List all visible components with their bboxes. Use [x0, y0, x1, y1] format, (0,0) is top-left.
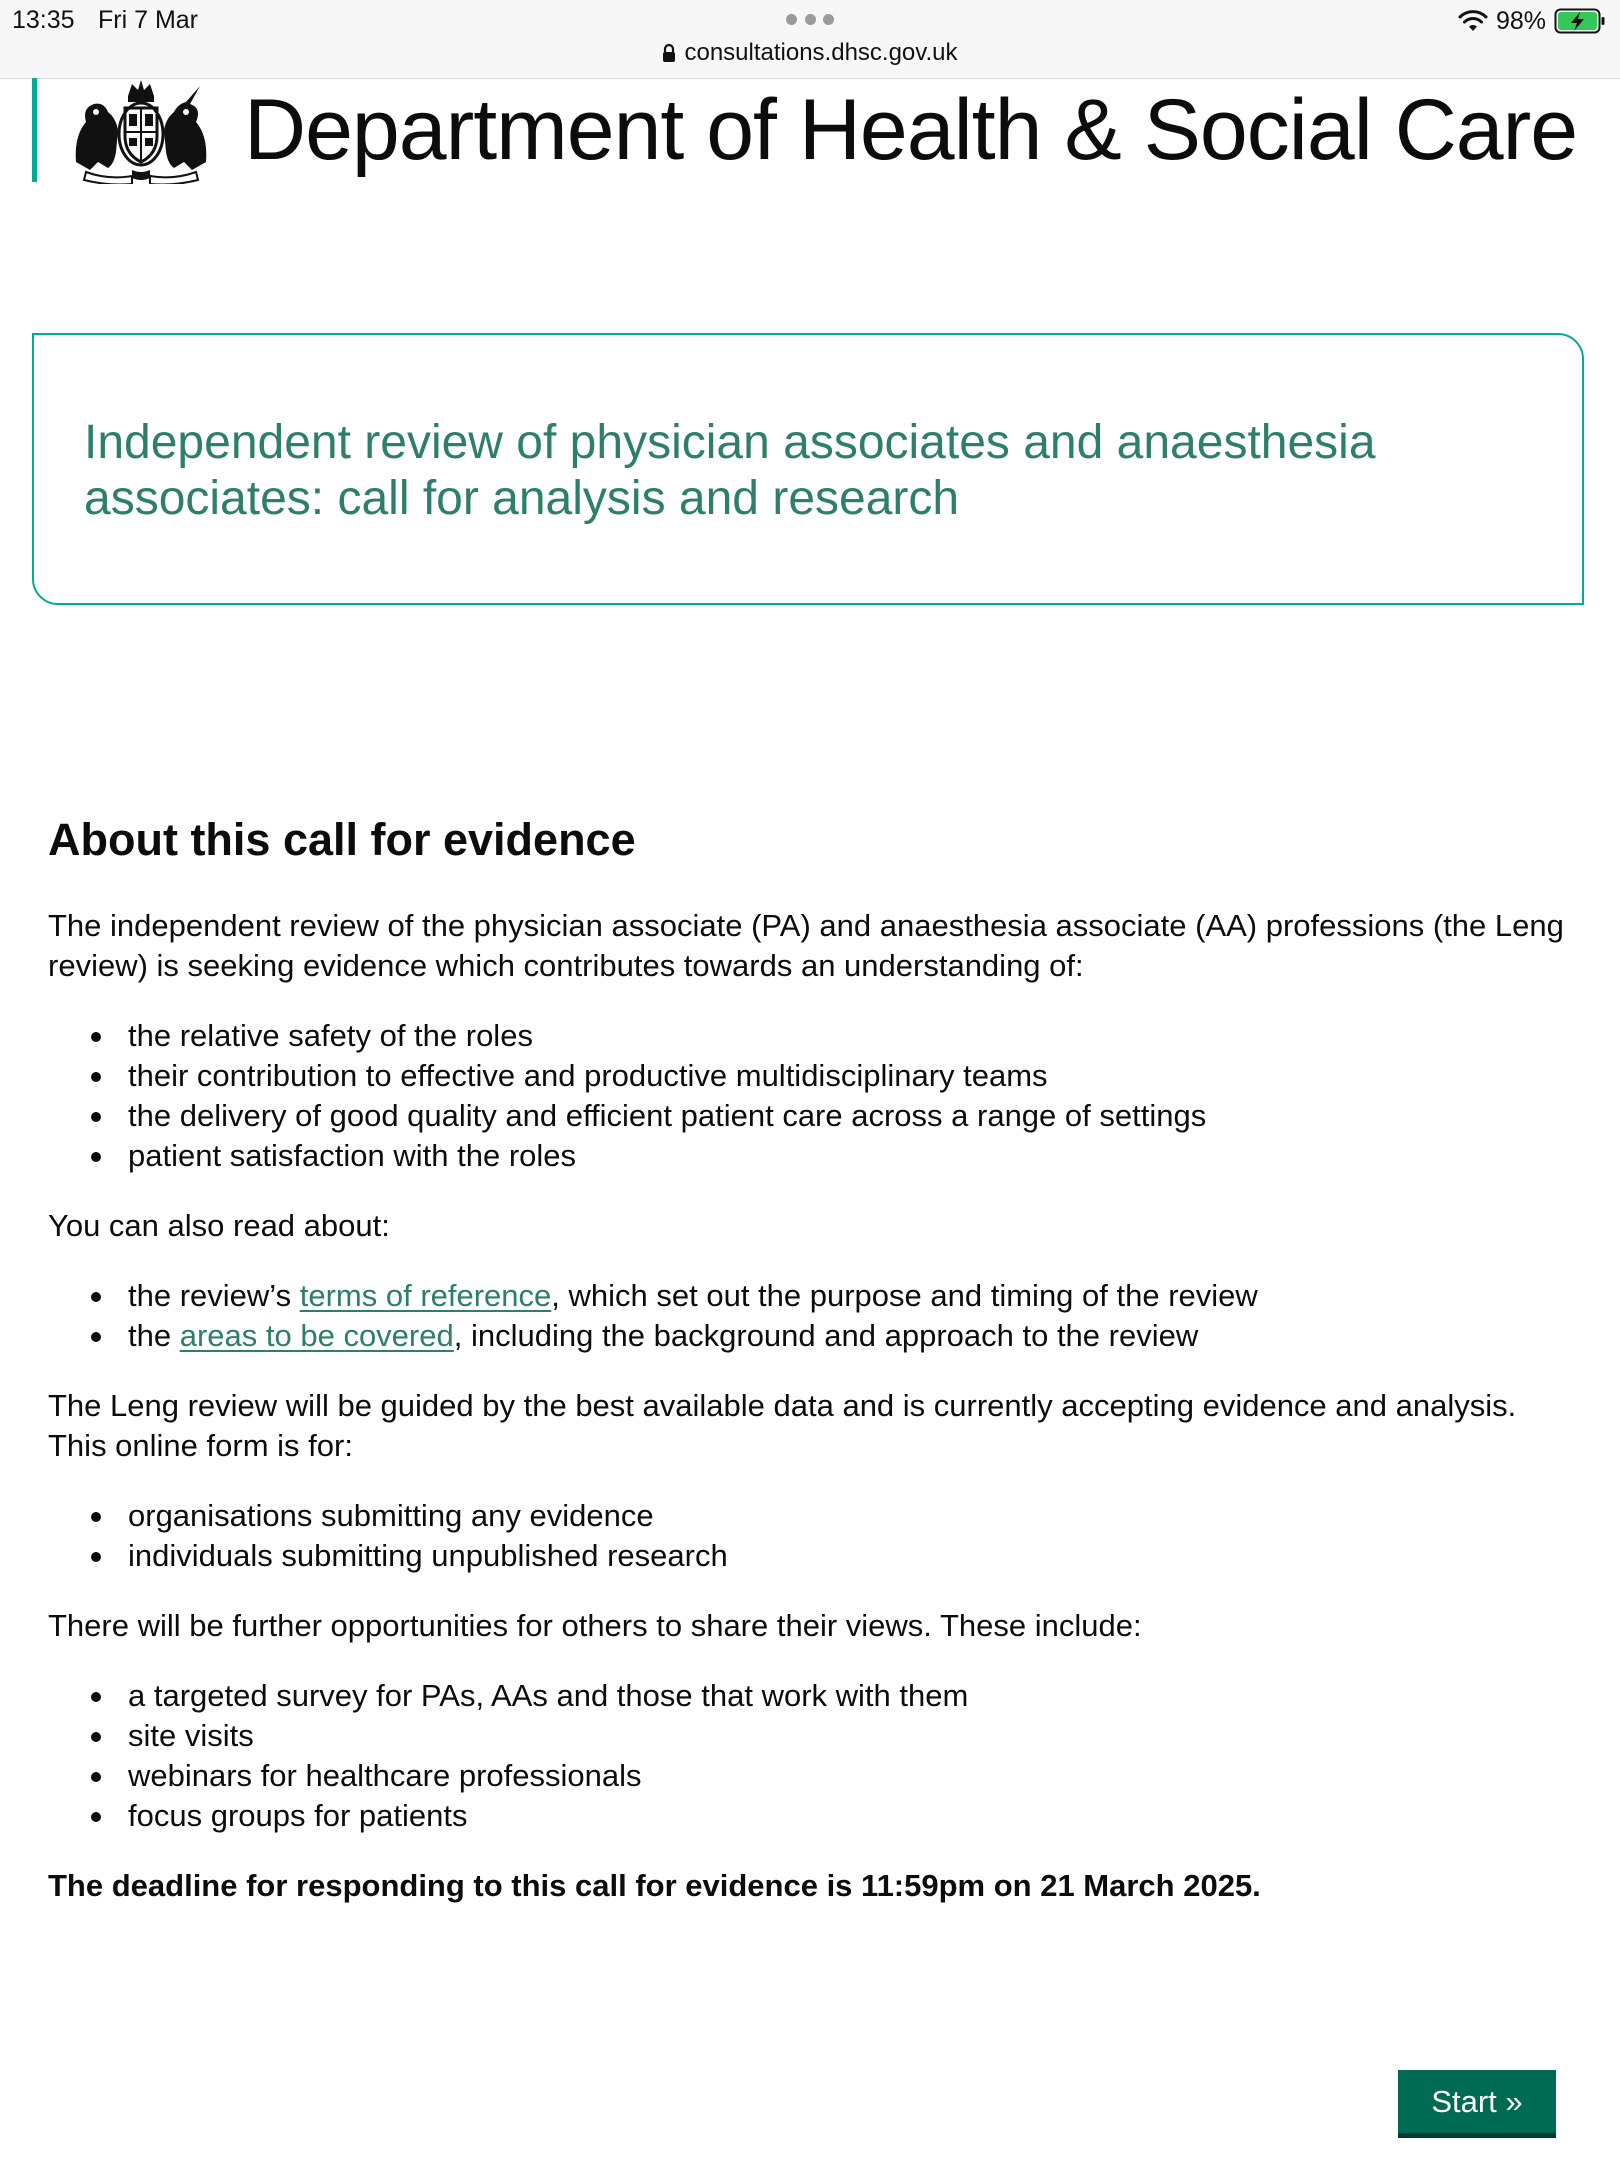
read-about-list — [48, 1276, 1578, 1356]
status-date: Fri 7 Mar — [98, 6, 198, 34]
understanding-list — [48, 1016, 1578, 1176]
list-item: focus groups for patients — [128, 1796, 1578, 1836]
main-content — [48, 812, 1578, 1936]
url-text: consultations.dhsc.gov.uk — [684, 39, 958, 66]
site-header — [32, 78, 1592, 182]
list-item: webinars for healthcare professionals — [128, 1756, 1578, 1796]
list-item: the relative safety of the roles — [128, 1016, 1578, 1056]
status-bar — [0, 0, 1620, 79]
list-item: a targeted survey for PAs, AAs and those that work with them — [128, 1676, 1578, 1716]
list-item: patient satisfaction with the roles — [128, 1136, 1578, 1176]
multitasking-dots-icon[interactable] — [786, 14, 834, 26]
lock-icon — [662, 43, 676, 63]
link-suffix: , which set out the purpose and timing of the review — [551, 1278, 1258, 1313]
header-accent-rule — [32, 78, 37, 182]
link-prefix: the — [128, 1318, 180, 1353]
areas-to-be-covered-link[interactable]: areas to be covered — [179, 1318, 454, 1353]
deadline-notice: The deadline for responding to this call for evidence is 11:59pm on 21 March 2025. — [48, 1868, 1261, 1903]
consultation-title: Independent review of physician associates and anaesthesia associates: call for analysis and research — [84, 416, 1376, 525]
royal-crest-logo[interactable] — [68, 78, 214, 184]
list-item: site visits — [128, 1716, 1578, 1756]
list-item: the delivery of good quality and efficient patient care across a range of settings — [128, 1096, 1578, 1136]
status-indicators — [1458, 4, 1606, 38]
section-heading: About this call for evidence — [48, 814, 636, 865]
form-for-list — [48, 1496, 1578, 1576]
guided-paragraph: The Leng review will be guided by the best available data and is currently accepting evidence and analysis. This online form is for: — [48, 1388, 1517, 1463]
wifi-icon — [1458, 9, 1488, 33]
list-item — [128, 1276, 1578, 1316]
battery-charging-icon — [1554, 8, 1606, 34]
title-panel — [32, 333, 1584, 605]
address-bar[interactable] — [0, 36, 1620, 70]
further-opportunities-list — [48, 1676, 1578, 1836]
list-item — [128, 1316, 1578, 1356]
list-item: their contribution to effective and productive multidisciplinary teams — [128, 1056, 1578, 1096]
further-opportunities-paragraph: There will be further opportunities for others to share their views. These include: — [48, 1608, 1142, 1643]
link-suffix: , including the background and approach to the review — [453, 1318, 1199, 1353]
battery-percentage: 98% — [1495, 6, 1546, 35]
department-name[interactable]: Department of Health & Social Care — [244, 82, 1578, 178]
list-item: organisations submitting any evidence — [128, 1496, 1578, 1536]
read-about-intro: You can also read about: — [48, 1208, 390, 1243]
intro-paragraph: The independent review of the physician associate (PA) and anaesthesia associate (AA) professions (the Leng review) is seeking evidence which contributes towards an understanding of: — [48, 908, 1564, 983]
link-prefix: the review’s — [128, 1278, 300, 1313]
terms-of-reference-link[interactable]: terms of reference — [299, 1278, 552, 1313]
list-item: individuals submitting unpublished research — [128, 1536, 1578, 1576]
start-button[interactable]: Start » — [1398, 2070, 1556, 2138]
status-time: 13:35 — [12, 6, 75, 34]
